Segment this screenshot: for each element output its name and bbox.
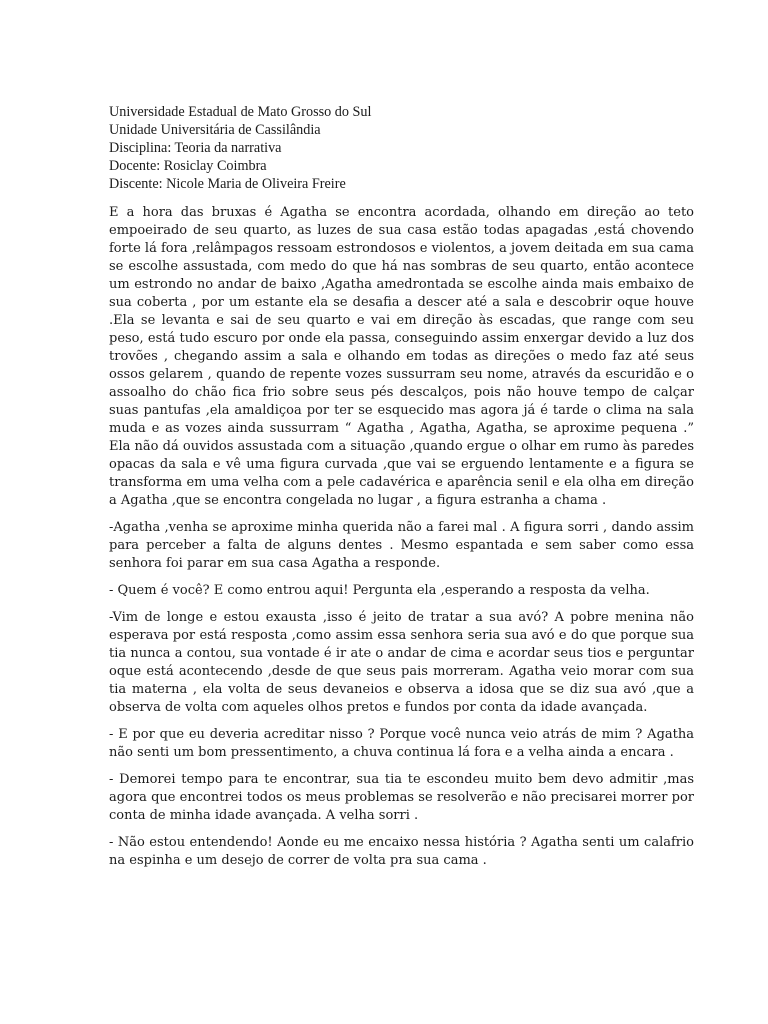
- story-paragraph: - E por que eu deveria acreditar nisso ? Porque você nunca veio atrás de mim ? Agatha não senti um bom pressentimento, a chuva continua lá fora e a velha ainda a encara .: [109, 727, 694, 760]
- story-paragraph: - Não estou entendendo! Aonde eu me encaixo nessa história ? Agatha senti um calafrio na espinha e um desejo de correr de volta pra sua cama .: [109, 835, 694, 868]
- discipline-line: Disciplina: Teoria da narrativa: [109, 140, 282, 156]
- story-paragraph: -Agatha ,venha se aproxime minha querida não a farei mal . A figura sorri , dando assim para perceber a falta de alguns dentes . Mesmo espantada e sem saber como essa senhora foi parar em sua casa Agatha a responde.: [109, 520, 694, 571]
- story-body: [109, 204, 694, 870]
- teacher-line: Docente: Rosiclay Coimbra: [109, 158, 267, 174]
- document-header: [109, 103, 694, 193]
- document-page: [109, 103, 694, 870]
- story-paragraph: - Demorei tempo para te encontrar, sua tia te escondeu muito bem devo admitir ,mas agora que encontrei todos os meus problemas se resolverão e não precisarei morrer por conta de minha idade avançada. A velha sorri .: [109, 772, 694, 823]
- story-paragraph: E a hora das bruxas é Agatha se encontra acordada, olhando em direção ao teto empoeirado de seu quarto, as luzes de sua casa estão todas apagadas ,está chovendo forte lá fora ,relâmpagos ressoam estrondosos e violentos, a jovem deitada em sua cama se escolhe assustada, com medo do que há nas sombras de seu quarto, então acontece um estrondo no andar de baixo ,Agatha amedrontada se escolhe ainda mais embaixo de sua coberta , por um estante ela se desafia a descer até a sala e descobrir oque houve .Ela se levanta e sai de seu quarto e vai em direção às escadas, que range com seu peso, está tudo escuro por onde ela passa, conseguindo assim enxergar devido a luz dos trovões , chegando assim a sala e olhando em todas as direções o medo faz até seus ossos gelarem , quando de repente vozes sussurram seu nome, através da escuridão e o assoalho do chão fica frio sobre seus pés descalços, pois não houve tempo de calçar suas pantufas ,ela amaldiçoa por ter se esquecido mas agora já é tarde o clima na sala muda e as vozes ainda sussurram “ Agatha , Agatha, Agatha, se aproxime pequena .” Ela não dá ouvidos assustada com a situação ,quando ergue o olhar em rumo às paredes opacas da sala e vê uma figura curvada ,que vai se erguendo lentamente e a figura se transforma em uma velha com a pele cadavérica e aparência senil e ela olha em direção a Agatha ,que se encontra congelada no lugar , a figura estranha a chama .: [109, 205, 694, 508]
- story-paragraph: - Quem é você? E como entrou aqui! Pergunta ela ,esperando a resposta da velha.: [109, 583, 650, 598]
- university-name: Universidade Estadual de Mato Grosso do Sul: [109, 104, 372, 120]
- story-paragraph: -Vim de longe e estou exausta ,isso é jeito de tratar a sua avó? A pobre menina não esperava por está resposta ,como assim essa senhora seria sua avó e do que porque sua tia nunca a contou, sua vontade é ir ate o andar de cima e acordar seus tios e perguntar oque está acontecendo ,desde de que seus pais morreram. Agatha veio morar com sua tia materna , ela volta de seus devaneios e observa a idosa que se diz sua avó ,que a observa de volta com aqueles olhos pretos e fundos por conta da idade avançada.: [109, 610, 694, 715]
- student-line: Discente: Nicole Maria de Oliveira Freire: [109, 176, 346, 192]
- university-unit: Unidade Universitária de Cassilândia: [109, 122, 321, 138]
